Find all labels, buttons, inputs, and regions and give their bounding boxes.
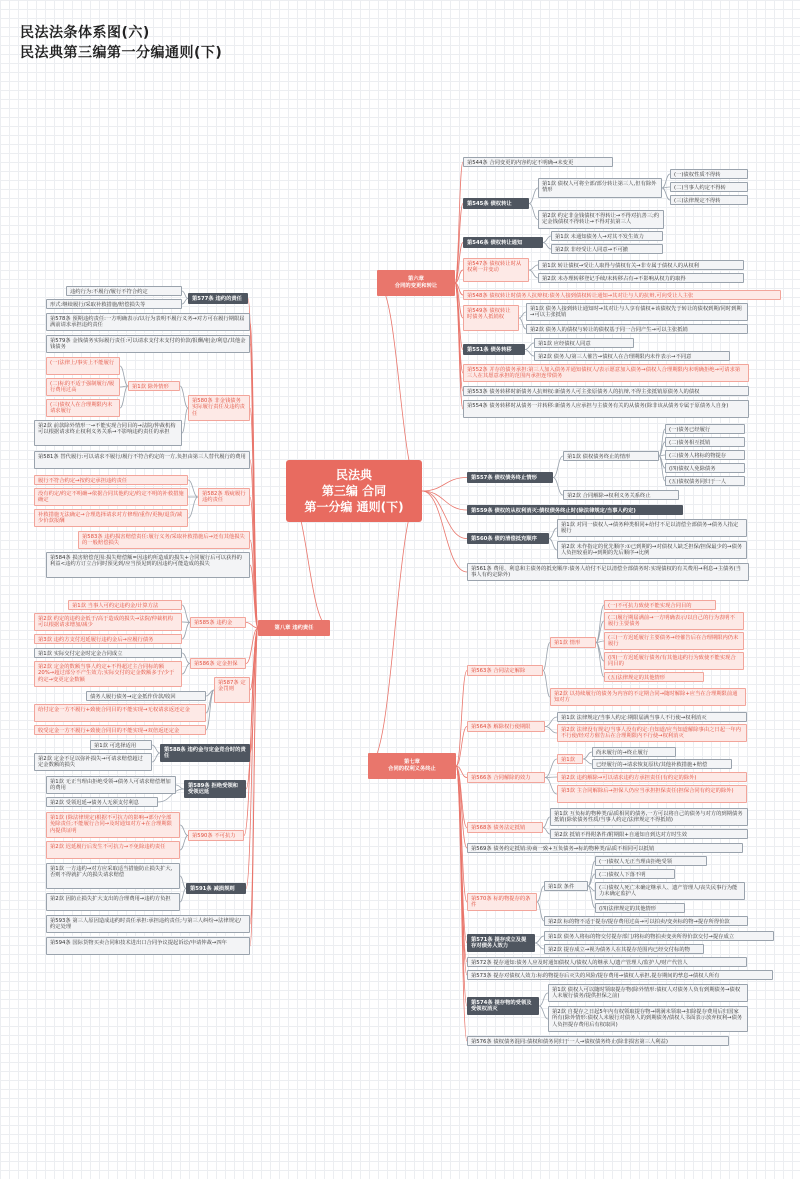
article-563-clause-1[interactable]: 第1款 情形: [550, 637, 596, 648]
article-570-clause-2[interactable]: 第2款 标的物不适于提存/提存费用过高→可以拍卖/变卖标的物→提存所得价款: [544, 916, 748, 926]
article-590-clause-2[interactable]: 第2款 迟延履行后发生不可抗力→不免除违约责任: [46, 841, 180, 859]
connector-line: [549, 539, 557, 551]
connector-line: [182, 664, 190, 675]
article-571[interactable]: 第571条 提存成立及提存对债务人效力: [467, 934, 535, 952]
article-587-item-3[interactable]: 收受定金一方不履行+致使合同目的不能实现→双倍返还定金: [34, 725, 206, 735]
article-560-clause-1[interactable]: 第1款 对同一债权人→债务种类相同+给付不足以清偿全部债务→债务人指定履行: [557, 519, 747, 537]
article-560[interactable]: 第560条 债的清偿抵充顺序: [467, 533, 549, 544]
article-546[interactable]: 第546条 债权转让通知: [463, 237, 543, 248]
article-587-item-1[interactable]: 债务人履行债务→定金抵作价款/收回: [86, 691, 206, 701]
connector-line: [535, 936, 544, 943]
connector-line: [549, 528, 557, 539]
article-557-item-5[interactable]: (五)债权债务同归于一人: [665, 476, 745, 486]
connector-line: [182, 605, 190, 623]
article-579[interactable]: 第579条 金钱债务实际履行责任:可以请求支付未支付的价款/报酬/租金/利息/其他金钱债务: [46, 335, 250, 353]
article-582-item-1[interactable]: 履行不符合约定→按约定承担违约责任: [34, 475, 188, 485]
article-582[interactable]: 第582条 瑕疵履行违约责任: [198, 488, 250, 506]
article-557-item-3[interactable]: (三)债务人将标的物提存: [665, 450, 745, 460]
article-569[interactable]: 第569条 债务约定抵销:协商一致+互负债务→标的物种类/品质不相同可以抵销: [467, 843, 743, 853]
article-563-clause-2[interactable]: 第2款 以持续履行的债务为内容的不定期合同→随时解除+应当在合理期限前通知对方: [550, 688, 746, 706]
article-570-clause-1[interactable]: 第1款 条件: [544, 881, 588, 891]
connector-line: [182, 653, 190, 664]
article-588-clause-2[interactable]: 第2款 定金不足以弥补损失→可请求赔偿超过定金数额的损失: [34, 753, 152, 771]
connector-line: [535, 943, 544, 949]
article-551-clause-1[interactable]: 第1款 应经债权人同意: [534, 338, 634, 348]
chapter-7-node[interactable]: [368, 753, 456, 779]
connector-line: [368, 491, 422, 766]
connector-line: [553, 456, 563, 478]
article-566-clause-1[interactable]: 第1款: [557, 754, 583, 764]
connector-line: [539, 993, 548, 1006]
article-576[interactable]: 第576条 债权债务混同:债权和债务同归于一人→债权债务终止(除非损害第三人利益): [467, 1036, 729, 1046]
article-587-item-2[interactable]: 给付定金一方不履行+致使合同目的不能实现→无权请求返还定金: [34, 704, 206, 722]
connector-line: [553, 478, 563, 496]
connector-line: [583, 759, 592, 764]
article-564-clause-1[interactable]: 第1款 法律规定/当事人约定:期限届满当事人不行使→权利消灭: [557, 712, 747, 722]
connector-line: [152, 745, 160, 753]
article-587[interactable]: 第587条 定金罚则: [214, 677, 250, 703]
connector-line: [543, 671, 550, 698]
connector-line: [662, 188, 670, 200]
connector-line: [543, 828, 550, 835]
article-591-clause-1[interactable]: 第1款 一方违约→对方应采取适当措施防止损失扩大,否则不得就扩大的损失请求赔偿: [46, 863, 180, 889]
article-551[interactable]: 第551条 债务转移: [463, 344, 525, 355]
article-580-clause-2[interactable]: 第2款 前款除外情形一→不能实现合同目的→法院/仲裁机构可以根据请求终止权利义务关系→不影响违约责任的承担: [34, 420, 182, 446]
article-584[interactable]: 第584条 损害赔偿范围:损失赔偿额=因违约所造成的损失+合同履行后可以获得的利益<违约方订立合同时预见到/应当预见到的因违约可能造成的损失: [46, 552, 250, 578]
connector-line: [588, 861, 595, 886]
page-title: 民法法条体系图(六): [20, 25, 150, 41]
connector-line: [188, 480, 198, 497]
article-566-clause-2[interactable]: 第2款 违约解除→可以请求违约方承担责任(有约定的除外): [557, 772, 747, 782]
article-545-clause-2[interactable]: 第2款 约定非金钱债权不得转让→不得对抗善三;约定金钱债权不得转让→不得对抗第三人: [538, 210, 664, 229]
article-561[interactable]: 第561条 费用、利息和主债务的抵充顺序:债务人给付不足以清偿全部债务时:实现债权的有关费用→利息→主债务(当事人有约定除外): [467, 563, 749, 581]
connector-line: [588, 886, 595, 908]
article-548[interactable]: 第548条 债权转让时债务人抗辩权:债务人接到债权转让通知→其对让与人的抗辩,可向受让人主张: [463, 290, 781, 300]
article-549-clause-1[interactable]: 第1款 债务人接到转让通知时→其对让与人享有债权+该债权先于转让的债权到期/同时到期→可以主张抵销: [526, 303, 748, 321]
article-577-item-2[interactable]: 形式:继续履行/采取补救措施/赔偿损失等: [46, 299, 182, 309]
connector-line: [545, 759, 557, 778]
center-node[interactable]: [286, 460, 422, 522]
article-545-item-1[interactable]: (一)债权性质不得转: [670, 169, 748, 179]
article-588-clause-1[interactable]: 第1款 可选择适用: [90, 740, 152, 750]
article-586-clause-2[interactable]: 第2款 定金的数额当事人约定+不得超过主合同标的额20%→超过部分不产生效力;实际交付的定金数额多于/少于约定→变更定金数额: [34, 661, 182, 687]
connector-line: [456, 671, 467, 767]
connector-line: [525, 350, 534, 357]
article-546-clause-1[interactable]: 第1款 未通知债务人→对其不发生效力: [551, 231, 663, 241]
article-582-item-3[interactable]: 补救措施无法确定→合理选择请求对方修理/重作/更换/退货/减少价款报酬: [34, 509, 188, 527]
article-563-item-1[interactable]: (一)不可抗力致使不能实现合同目的: [604, 600, 716, 610]
connector-line: [525, 343, 534, 350]
article-570-item-1[interactable]: (一)债权人无正当理由拒绝受领: [595, 856, 707, 866]
article-566-item-1[interactable]: 尚未履行的→终止履行: [592, 747, 676, 757]
article-580-clause-1[interactable]: 第1款 除外情形: [128, 381, 180, 391]
connector-line: [539, 1006, 548, 1019]
chapter-6-number: 第六章: [408, 276, 424, 283]
article-586-clause-1[interactable]: 第1款 实际交付定金时定金合同成立: [34, 648, 182, 658]
article-593[interactable]: 第593条 第三人原因造成违约时责任承担:承担违约责任;与第三人纠纷→法律规定/约定处理: [46, 915, 250, 933]
article-571-clause-2[interactable]: 第2款 提存成立→视为债务人在其提存范围内已经交付标的物: [544, 944, 704, 954]
article-591-clause-2[interactable]: 第2款 因防止损失扩大支出的合理费用→违约方负担: [46, 893, 180, 911]
article-570-item-2[interactable]: (二)债权人下落不明: [595, 869, 675, 879]
article-580-item-3[interactable]: (三)债权人在合理期限内未请求履行: [46, 399, 120, 417]
connector-line: [537, 902, 544, 921]
article-570-item-4[interactable]: (四)法律规定的其他情形: [595, 903, 685, 913]
article-563-item-5[interactable]: (五)法律规定的其他情形: [604, 672, 704, 682]
article-563-item-2[interactable]: (二)履行期届满前→一方明确表示/以自己的行为表明不履行主要债务: [604, 612, 744, 630]
connector-line: [596, 605, 604, 643]
article-568[interactable]: 第568条 债务法定抵销: [467, 822, 543, 833]
article-585-clause-2[interactable]: 第2款 约定的违约金低于/高于造成的损失→法院/仲裁机构可以根据请求增加/减少: [34, 613, 182, 631]
article-547-clause-2[interactable]: 第2款 未办理转移登记手续/未转移占有→不影响从权力的取得: [538, 273, 744, 283]
chapter-8-title: 第八章 违约责任: [274, 624, 314, 631]
connector-line: [543, 643, 550, 671]
article-589-clause-2[interactable]: 第2款 受领迟延→债务人无须支付利息: [46, 797, 158, 807]
connector-line: [188, 497, 198, 518]
article-554[interactable]: 第554条 债务转移时从债务一并转移:新债务人应承担与主债务有关的从债务(除非该从债务专属于原债务人自身): [463, 400, 749, 418]
article-553[interactable]: 第553条 债务转移时新债务人抗辩权:新债务人可主张原债务人的抗辩,不得主张抵销原债务人的债权: [463, 386, 749, 396]
chapter-6-node[interactable]: [377, 270, 455, 296]
article-557-item-2[interactable]: (二)债务相互抵销: [665, 437, 745, 447]
connector-line: [537, 886, 544, 902]
article-568-clause-2[interactable]: 第2款 抵销不得附条件/附期限+自通知自到达对方时生效: [550, 829, 748, 839]
article-557-item-1[interactable]: (一)债务已经履行: [665, 424, 745, 434]
article-557-clause-2[interactable]: 第2款 合同解除→权利义务关系终止: [563, 490, 679, 500]
connector-line: [543, 243, 551, 250]
article-564-clause-2[interactable]: 第2款 法律没有规定/当事人没有约定:自知道/应当知道解除事由之日起一年内不行使/经对方催告后在合理期限内不行使→权利消灭: [557, 724, 747, 742]
connector-line: [519, 318, 526, 329]
article-594[interactable]: 第594条 国际货物买卖合同和技术进出口合同争议提起诉讼/申请仲裁→四年: [46, 937, 250, 955]
article-577-item-1[interactable]: 违约行为:不履行/履行不符合约定: [66, 286, 182, 296]
connector-line: [529, 265, 538, 270]
article-566[interactable]: 第566条 合同解除的效力: [467, 772, 545, 783]
connector-line: [519, 312, 526, 318]
connector-line: [422, 478, 467, 492]
article-582-item-2[interactable]: 没有约定/约定不明确→依据合同其他约定/约定不明的补救措施确定: [34, 488, 188, 506]
article-545-item-2[interactable]: (二)当事人约定不得转: [670, 182, 748, 192]
center-line3: 第一分编 通则(下): [304, 500, 404, 514]
article-585[interactable]: 第585条 违约金: [190, 617, 246, 628]
chapter-7-number: 第七章: [404, 759, 420, 766]
connector-line: [120, 386, 128, 408]
connector-line: [180, 825, 188, 836]
article-591[interactable]: 第591条 减损规则: [186, 883, 246, 894]
article-545[interactable]: 第545条 债权转让: [463, 198, 529, 209]
center-line2: 第三编 合同: [321, 484, 387, 498]
article-580[interactable]: 第580条 非金钱债务实际履行责任及违约责任: [188, 395, 250, 421]
connector-line: [422, 491, 467, 572]
article-549[interactable]: 第549条 债权转让时债务人抵销权: [463, 305, 519, 331]
article-590-clause-1[interactable]: 第1款 (除法律规定)根据不可抗力的影响→部分/全部免除责任;不能履行合同→及时通知对方+在合理期限内提供证明: [46, 812, 180, 838]
article-589-clause-1[interactable]: 第1款 无正当理由拒绝受领→债务人可请求赔偿增加的费用: [46, 776, 176, 794]
article-557[interactable]: 第557条 债权债务终止情形: [467, 472, 553, 483]
article-580-item-2[interactable]: (二)标的不适于强制履行/履行费用过高: [46, 378, 120, 396]
article-583[interactable]: 第583条 违约损害赔偿责任:履行义务/采取补救措施后→还有其他损失的一般赔偿损失: [78, 531, 250, 549]
article-577[interactable]: 第577条 违约的责任: [188, 293, 248, 304]
connector-line: [180, 386, 188, 408]
page-subtitle: 民法典第三编第一分编通则(下): [20, 45, 223, 61]
article-557-item-4[interactable]: (四)债权人免除债务: [665, 463, 745, 473]
chapter-6-title: 合同的变更和转让: [394, 283, 438, 289]
article-547-clause-1[interactable]: 第1款 转让债权→受让人取得与债权有关→非专属于债权人的从权利: [538, 260, 744, 270]
article-552[interactable]: 第552条 并存的债务承担:第三人加入债务并通知债权人/表示愿意加入债务→债权人合理期限内未明确拒绝→可请求第三人在其愿意承担的范围内承担连带债务: [463, 364, 749, 382]
article-546-clause-2[interactable]: 第2款 非经受让人同意→不可撤: [551, 244, 663, 254]
article-574[interactable]: 第574条 提存物的受领及受领权消灭: [467, 997, 539, 1015]
connector-line: [152, 753, 160, 762]
connector-line: [456, 727, 467, 767]
connector-line: [543, 236, 551, 243]
connector-line: [529, 188, 538, 204]
article-574-clause-1[interactable]: 第1款 债权人可以随时领取提存物(除外情形:债权人对债务人负有到期债务→债权人未履行债务/提供担保之前): [548, 984, 748, 1002]
article-557-clause-1[interactable]: 第1款 债权债务终止的情形: [563, 451, 659, 461]
article-572[interactable]: 第572条 提存通知:债务人应及时通知债权人/债权人的继承人/遗产管理人/监护人/财产代管人: [467, 957, 747, 967]
connector-line: [583, 752, 592, 759]
connector-line: [182, 623, 190, 640]
connector-line: [120, 366, 128, 386]
article-563[interactable]: 第563条 合同法定解除: [467, 665, 543, 676]
article-580-item-1[interactable]: (一)法律上/事实上不能履行: [46, 357, 120, 375]
article-588[interactable]: 第588条 违约金与定金竞合时的责任: [160, 744, 250, 762]
connector-line: [529, 270, 538, 278]
article-563-item-4[interactable]: (四)一方迟延履行债务/有其他违约行为致使不能实现合同目的: [604, 652, 744, 670]
article-570[interactable]: 第570条 标的物提存的条件: [467, 893, 537, 911]
article-574-clause-2[interactable]: 第2款 自提存之日起5年内有权领取提存物→期满未领取→扣除提存费用后归国家所有(除外情形:债权人未履行对债务人的到期债务/债权人书面表示放弃权利→债务人负担提存费用后有权取回): [548, 1006, 748, 1032]
article-589[interactable]: 第589条 拒绝受领和受领迟延: [184, 780, 246, 798]
article-549-clause-2[interactable]: 第2款 债务人的债权与转让的债权基于同一合同产生→可以主张抵销: [526, 324, 748, 334]
article-570-item-3[interactable]: (三)债权人死亡未确定继承人、遗产管理人/丧失民事行为能力未确定监护人: [595, 882, 745, 900]
connector-line: [662, 174, 670, 188]
article-560-clause-2[interactable]: 第2款 未作指定的优先顺序:①已到期的→对债权人缺乏担保/担保最少的→债务人负担较重的→到期的先后顺序→比例: [557, 541, 747, 559]
connector-line: [543, 817, 550, 828]
article-585-clause-3[interactable]: 第3款 违约方支付迟延履行违约金后→应履行债务: [34, 634, 182, 644]
connector-line: [529, 204, 538, 220]
article-578[interactable]: 第578条 预期违约责任:一方明确表示/以行为表明不履行义务→对方可在履行期限届满前请求承担违约责任: [46, 313, 250, 331]
connector-line: [545, 727, 557, 734]
article-590[interactable]: 第590条 不可抗力: [188, 830, 244, 841]
article-545-item-3[interactable]: (三)法律规定不得转: [670, 195, 748, 205]
article-559[interactable]: 第559条 债权的从权利消灭:债权债务终止时(除法律规定/当事人约定): [467, 505, 683, 515]
chapter-7-title: 合同的权利义务终止: [388, 766, 436, 772]
article-547[interactable]: 第547条 债权转让时从权利一并变动: [463, 258, 529, 282]
connector-line: [180, 836, 188, 851]
article-551-clause-2[interactable]: 第2款 债务人/第三人催告→债权人在合理期限内未作表示→不同意: [534, 351, 730, 361]
article-545-clause-1[interactable]: 第1款 债权人可将全部/部分转让第三人,但有除外情形: [538, 178, 662, 198]
chapter-8-node[interactable]: [258, 620, 330, 636]
article-544[interactable]: 第544条 合同变更的内容约定不明确→未变更: [463, 157, 613, 167]
connector-line: [545, 778, 557, 795]
center-line1: 民法典: [335, 468, 372, 482]
article-571-clause-1[interactable]: 第1款 债务人将标的物交付提存部门/将标的物拍卖变卖所得价款交付→提存成立: [544, 931, 774, 941]
article-585-clause-1[interactable]: 第1款 当事人可约定违约金/计算方法: [68, 600, 182, 610]
article-564[interactable]: 第564条 解除权行使期限: [467, 721, 545, 732]
article-566-clause-3[interactable]: 第3款 主合同解除后→担保人仍应当承担担保责任(担保合同有约定的除外): [557, 785, 747, 803]
article-581[interactable]: 第581条 替代履行:可以请求不履行/履行不符合约定的一方,负担由第三人替代履行的费用: [34, 451, 250, 469]
article-563-item-3[interactable]: (三)一方迟延履行主要债务→经催告后在合理期限内仍未履行: [604, 632, 744, 650]
connector-line: [176, 785, 184, 789]
article-566-item-2[interactable]: 已经履行的→请求恢复原状/其他补救措施+赔偿: [592, 759, 732, 769]
article-586[interactable]: 第586条 定金担保: [190, 658, 246, 669]
connector-line: [545, 717, 557, 727]
article-573[interactable]: 第573条 提存对债权人效力:标的物提存后灭失的风险/提存费用→债权人承担,提存期间的孳息→债权人所有: [467, 970, 773, 980]
article-568-clause-1[interactable]: 第1款 互负标的物种类/品质相同的债务,一方可以将自己的债务与对方的到期债务抵销(除依债务性质/当事人约定/法律规定不得抵销): [550, 808, 748, 826]
